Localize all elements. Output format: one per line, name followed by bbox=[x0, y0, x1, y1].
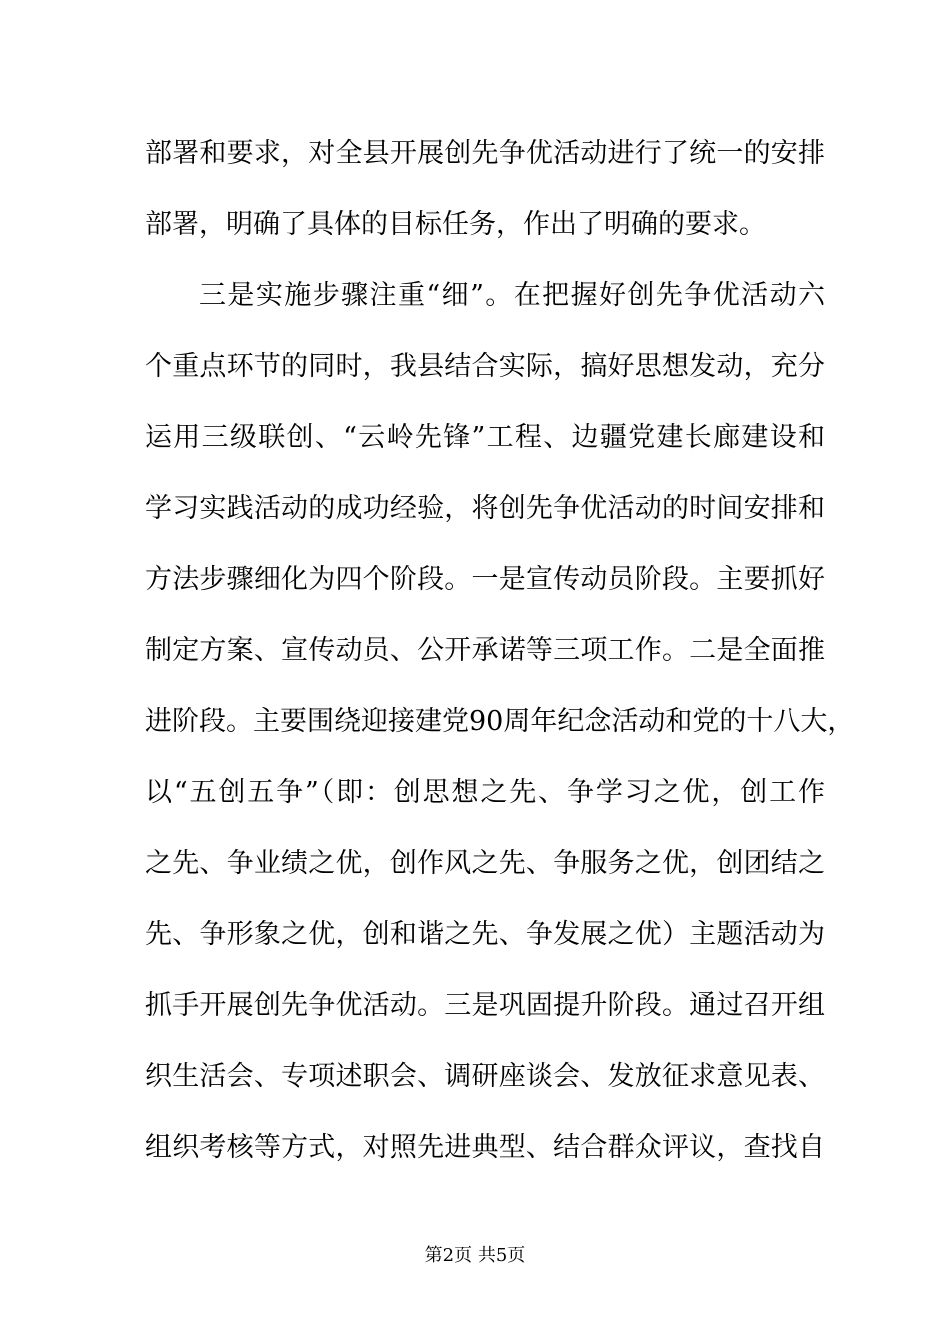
paragraph-line: 以“五创五争”（即：创思想之先、争学习之优，创工作 bbox=[145, 777, 825, 808]
paragraph-line: 部署和要求，对全县开展创先争优活动进行了统一的安排 bbox=[145, 138, 825, 169]
paragraph-line: 组织考核等方式，对照先进典型、结合群众评议，查找自 bbox=[145, 1132, 825, 1163]
paragraph-line: 部署，明确了具体的目标任务，作出了明确的要求。 bbox=[145, 209, 766, 240]
paragraph-line: 方法步骤细化为四个阶段。一是宣传动员阶段。主要抓好 bbox=[145, 564, 825, 595]
paragraph-line: 织生活会、专项述职会、调研座谈会、发放征求意见表、 bbox=[145, 1061, 825, 1092]
page-number-footer: 第2页 共5页 bbox=[424, 1245, 526, 1266]
paragraph-line: 制定方案、宣传动员、公开承诺等三项工作。二是全面推 bbox=[145, 635, 825, 666]
paragraph-line: 抓手开展创先争优活动。三是巩固提升阶段。通过召开组 bbox=[145, 990, 825, 1021]
paragraph-line: 运用三级联创、“云岭先锋”工程、边疆党建长廊建设和 bbox=[145, 422, 825, 453]
paragraph-line: 之先、争业绩之优，创作风之先、争服务之优，创团结之 bbox=[145, 848, 825, 879]
paragraph-line: 进阶段。主要围绕迎接建党90周年纪念活动和党的十八大， bbox=[145, 706, 855, 737]
paragraph-line: 先、争形象之优，创和谐之先、争发展之优）主题活动为 bbox=[145, 919, 825, 950]
paragraph-line: 个重点环节的同时，我县结合实际，搞好思想发动，充分 bbox=[145, 351, 825, 382]
paragraph-line: 学习实践活动的成功经验，将创先争优活动的时间安排和 bbox=[145, 493, 825, 524]
paragraph-line: 三是实施步骤注重“细”。在把握好创先争优活动六 bbox=[199, 280, 825, 311]
